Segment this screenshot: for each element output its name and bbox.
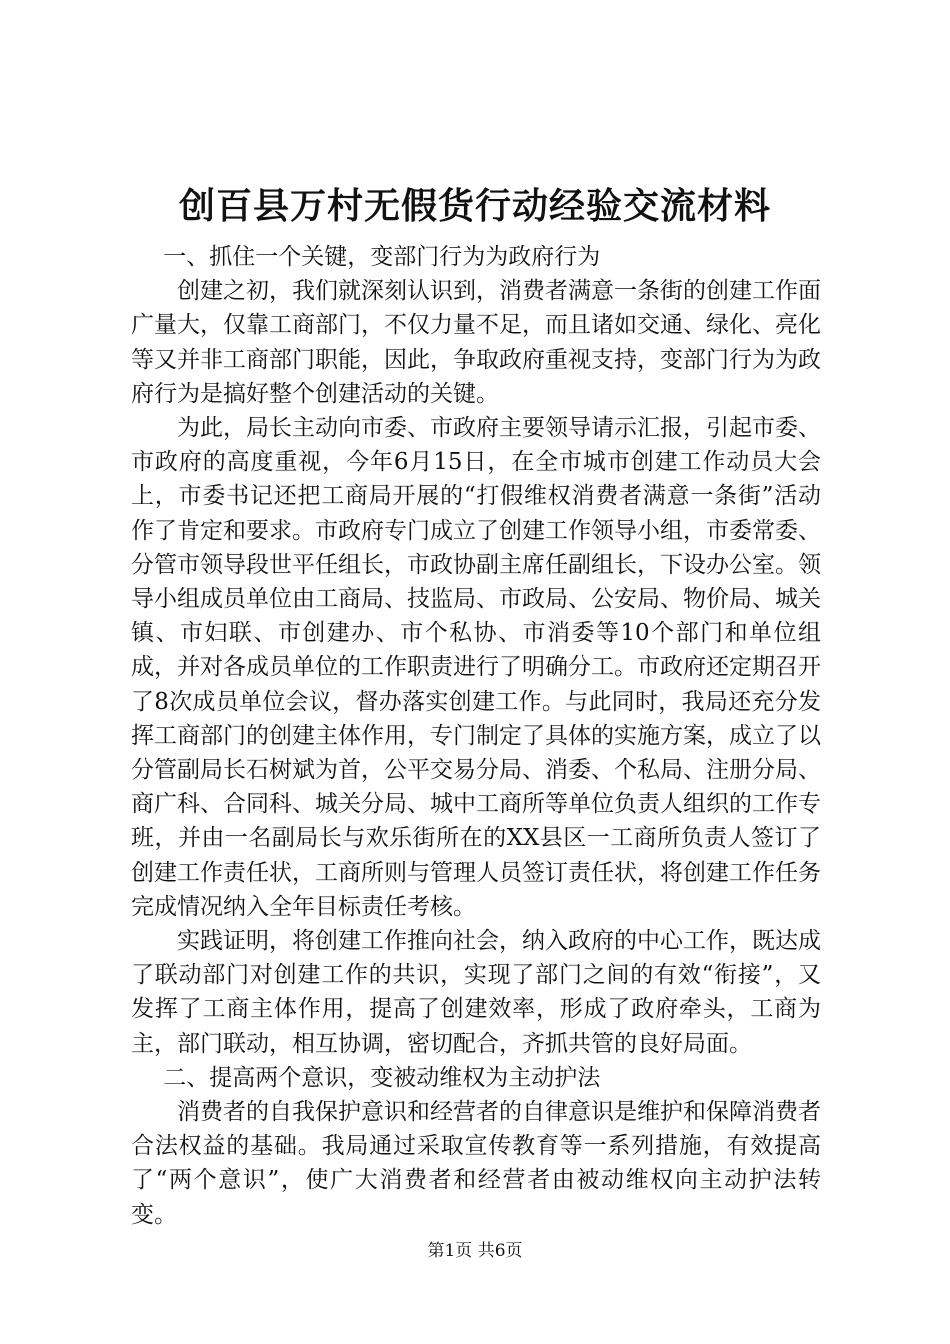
section-heading-1: 一、抓住一个关键，变部门行为为政府行为 bbox=[163, 244, 601, 270]
document-title: 创百县万村无假货行动经验交流材料 bbox=[178, 185, 771, 227]
body-paragraph: 为此，局长主动向市委、市政府主要领导请示汇报，引起市委、市政府的高度重视，今年6月15日，在全市城市创建工作动员大会上，市委书记还把工商局开展的“打假维权消费者满意一条街”活动作了肯定和要求。市政府专门成立了创建工作领导小组，市委常委、分管市领导段世平任组长，市政协副主席任副组长，下设办公室。领导小组成员单位由工商局、技监局、市政局、公安局、物价局、城关镇、市妇联、市创建办、市个私协、市消委等10个部门和单位组成，并对各成员单位的工作职责进行了明确分工。市政府还定期召开了8次成员单位会议，督办落实创建工作。与此同时，我局还充分发挥工商部门的创建主体作用，专门制定了具体的实施方案，成立了以分管副局长石树斌为首，公平交易分局、消委、个私局、注册分局、商广科、合同科、城关分局、城中工商所等单位负责人组织的工作专班，并由一名副局长与欢乐街所在的XX县区一工商所负责人签订了创建工作责任状，工商所则与管理人员签订责任状，将创建工作任务完成情况纳入全年目标责任考核。 bbox=[131, 415, 821, 920]
page-footer: 第1页 共6页 bbox=[427, 1241, 523, 1261]
section-heading-2: 二、提高两个意识，变被动维权为主动护法 bbox=[163, 1064, 601, 1091]
body-paragraph: 创建之初，我们就深刻认识到，消费者满意一条街的创建工作面广量大，仅靠工商部门，不仅力量不足，而且诸如交通、绿化、亮化等又并非工商部门职能，因此，争取政府重视支持，变部门行为为政府行为是搞好整个创建活动的关键。 bbox=[131, 278, 821, 407]
document-body bbox=[131, 240, 821, 1232]
body-paragraph: 实践证明，将创建工作推向社会，纳入政府的中心工作，既达成了联动部门对创建工作的共识，实现了部门之间的有效“衔接”，又发挥了工商主体作用，提高了创建效率，形成了政府牵头，工商为主，部门联动，相互协调，密切配合，齐抓共管的良好局面。 bbox=[131, 928, 821, 1057]
body-paragraph: 消费者的自我保护意识和经营者的自律意识是维护和保障消费者合法权益的基础。我局通过采取宣传教育等一系列措施，有效提高了“两个意识”，使广大消费者和经营者由被动维权向主动护法转变。 bbox=[131, 1099, 821, 1228]
